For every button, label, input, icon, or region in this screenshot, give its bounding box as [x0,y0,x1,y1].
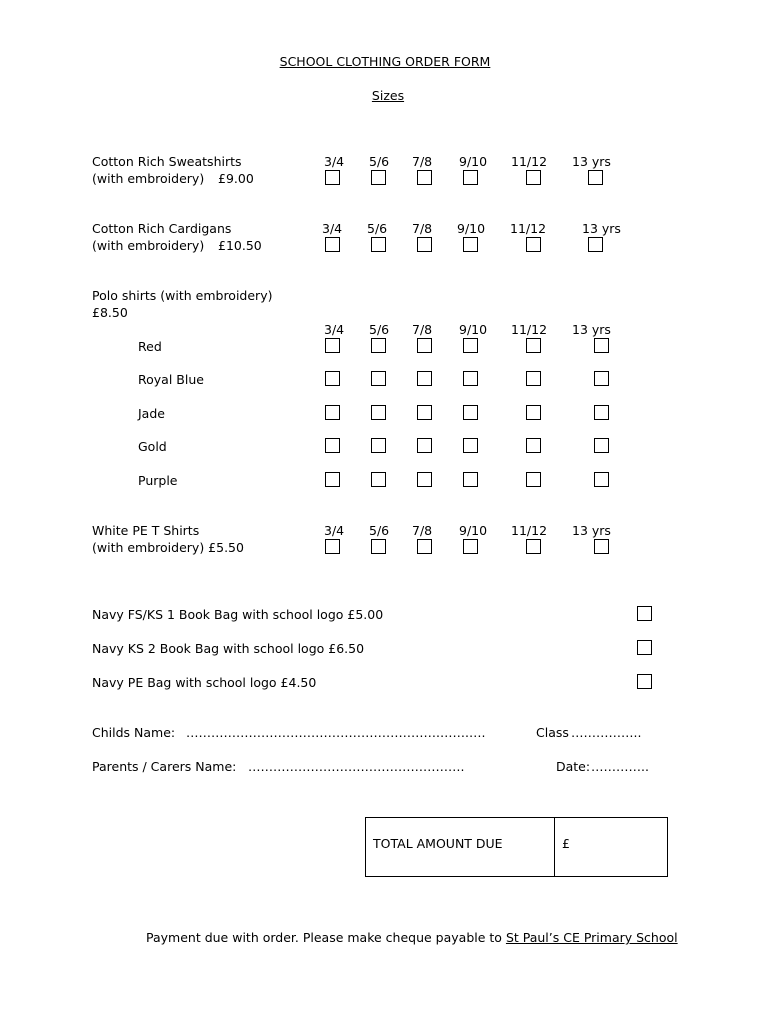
polo-checkbox[interactable] [526,405,541,420]
polo-checkbox[interactable] [325,472,340,487]
size-label: 11/12 [511,322,548,337]
polo-checkbox[interactable] [371,472,386,487]
sweatshirt-size-checkbox[interactable] [417,170,432,185]
size-label: 9/10 [459,154,488,169]
form-title: SCHOOL CLOTHING ORDER FORM [279,54,491,69]
polo-checkbox[interactable] [594,438,609,453]
sweatshirt-size-checkbox[interactable] [526,170,541,185]
polo-checkbox[interactable] [526,438,541,453]
polo-checkbox[interactable] [417,338,432,353]
payment-note [146,930,678,945]
size-label: 5/6 [367,221,388,236]
pe-shirt-size-checkbox[interactable] [417,539,432,554]
cardigan-size-checkbox[interactable] [371,237,386,252]
polo-checkbox[interactable] [463,405,478,420]
polo-colour-gold: Gold [138,439,167,454]
cardigans-price: £10.50 [218,238,262,253]
cardigans-embroidery: (with embroidery) [92,238,205,253]
polo-checkbox[interactable] [417,472,432,487]
bag-ks1-checkbox[interactable] [637,606,652,621]
bag-ks2-checkbox[interactable] [637,640,652,655]
parents-name-field[interactable]: ……………………………………………. [248,759,465,774]
cardigan-size-checkbox[interactable] [417,237,432,252]
polo-checkbox[interactable] [463,472,478,487]
date-field[interactable]: ………….. [591,759,649,774]
size-label: 11/12 [511,523,548,538]
sweatshirts-embroidery: (with embroidery) [92,171,205,186]
polo-checkbox[interactable] [371,371,386,386]
polo-checkbox[interactable] [371,438,386,453]
date-label: Date: [556,759,591,774]
size-label: 7/8 [412,154,433,169]
polo-checkbox[interactable] [594,338,609,353]
polo-checkbox[interactable] [417,405,432,420]
polo-checkbox[interactable] [325,371,340,386]
size-label: 7/8 [412,221,433,236]
polo-price: £8.50 [92,305,128,320]
total-divider [554,818,555,876]
polo-checkbox[interactable] [594,405,609,420]
sweatshirt-size-checkbox[interactable] [325,170,340,185]
polo-checkbox[interactable] [325,338,340,353]
size-label: 9/10 [457,221,486,236]
polo-checkbox[interactable] [463,438,478,453]
class-label: Class [536,725,569,740]
pe-bag-checkbox[interactable] [637,674,652,689]
sweatshirts-price: £9.00 [218,171,254,186]
polo-checkbox[interactable] [526,371,541,386]
size-label: 13 yrs [572,523,611,538]
sweatshirt-size-checkbox[interactable] [463,170,478,185]
size-label: 7/8 [412,523,433,538]
size-label: 11/12 [510,221,547,236]
pe-shirt-size-checkbox[interactable] [463,539,478,554]
polo-checkbox[interactable] [325,405,340,420]
polo-checkbox[interactable] [417,438,432,453]
cardigans-name: Cotton Rich Cardigans [92,221,232,236]
size-label: 3/4 [324,523,345,538]
pe-shirt-size-checkbox[interactable] [526,539,541,554]
sizes-heading: Sizes [371,88,405,103]
polo-checkbox[interactable] [371,405,386,420]
polo-checkbox[interactable] [371,338,386,353]
class-field[interactable]: …………….. [571,725,642,740]
sweatshirt-size-checkbox[interactable] [371,170,386,185]
size-label: 5/6 [369,322,390,337]
polo-name: Polo shirts (with embroidery) [92,288,273,303]
parents-name-label: Parents / Carers Name: [92,759,237,774]
sweatshirt-size-checkbox[interactable] [588,170,603,185]
polo-colour-purple: Purple [138,473,178,488]
polo-checkbox[interactable] [417,371,432,386]
childs-name-field[interactable]: …………………………………………………….…….…. [186,725,486,740]
cardigan-size-checkbox[interactable] [588,237,603,252]
polo-checkbox[interactable] [463,338,478,353]
cardigan-size-checkbox[interactable] [463,237,478,252]
polo-checkbox[interactable] [594,371,609,386]
pe-shirts-name: White PE T Shirts [92,523,200,538]
polo-colour-red: Red [138,339,162,354]
polo-checkbox[interactable] [526,472,541,487]
size-label: 3/4 [324,322,345,337]
polo-checkbox[interactable] [526,338,541,353]
polo-checkbox[interactable] [325,438,340,453]
bag-ks1-label: Navy FS/KS 1 Book Bag with school logo £5.00 [92,607,384,622]
total-amount-label: TOTAL AMOUNT DUE [373,836,503,851]
payment-text: Payment due with order. Please make cheque payable to [146,930,506,945]
polo-checkbox[interactable] [463,371,478,386]
total-amount-currency[interactable]: £ [562,836,570,851]
size-label: 5/6 [369,523,390,538]
pe-bag-label: Navy PE Bag with school logo £4.50 [92,675,317,690]
polo-checkbox[interactable] [594,472,609,487]
cardigan-size-checkbox[interactable] [325,237,340,252]
size-label: 3/4 [324,154,345,169]
pe-shirts-price: (with embroidery) £5.50 [92,540,244,555]
bag-ks2-label: Navy KS 2 Book Bag with school logo £6.50 [92,641,365,656]
total-amount-box [365,817,668,877]
size-label: 5/6 [369,154,390,169]
cardigan-size-checkbox[interactable] [526,237,541,252]
childs-name-label: Childs Name: [92,725,176,740]
size-label: 9/10 [459,322,488,337]
size-label: 3/4 [322,221,343,236]
pe-shirt-size-checkbox[interactable] [325,539,340,554]
size-label: 7/8 [412,322,433,337]
polo-colour-jade: Jade [138,406,165,421]
pe-shirt-size-checkbox[interactable] [594,539,609,554]
size-label: 9/10 [459,523,488,538]
size-label: 13 yrs [572,322,611,337]
sweatshirts-name: Cotton Rich Sweatshirts [92,154,242,169]
polo-colour-royal-blue: Royal Blue [138,372,204,387]
size-label: 13 yrs [572,154,611,169]
size-label: 11/12 [511,154,548,169]
school-name: St Paul’s CE Primary School [505,930,678,945]
pe-shirt-size-checkbox[interactable] [371,539,386,554]
size-label: 13 yrs [582,221,621,236]
